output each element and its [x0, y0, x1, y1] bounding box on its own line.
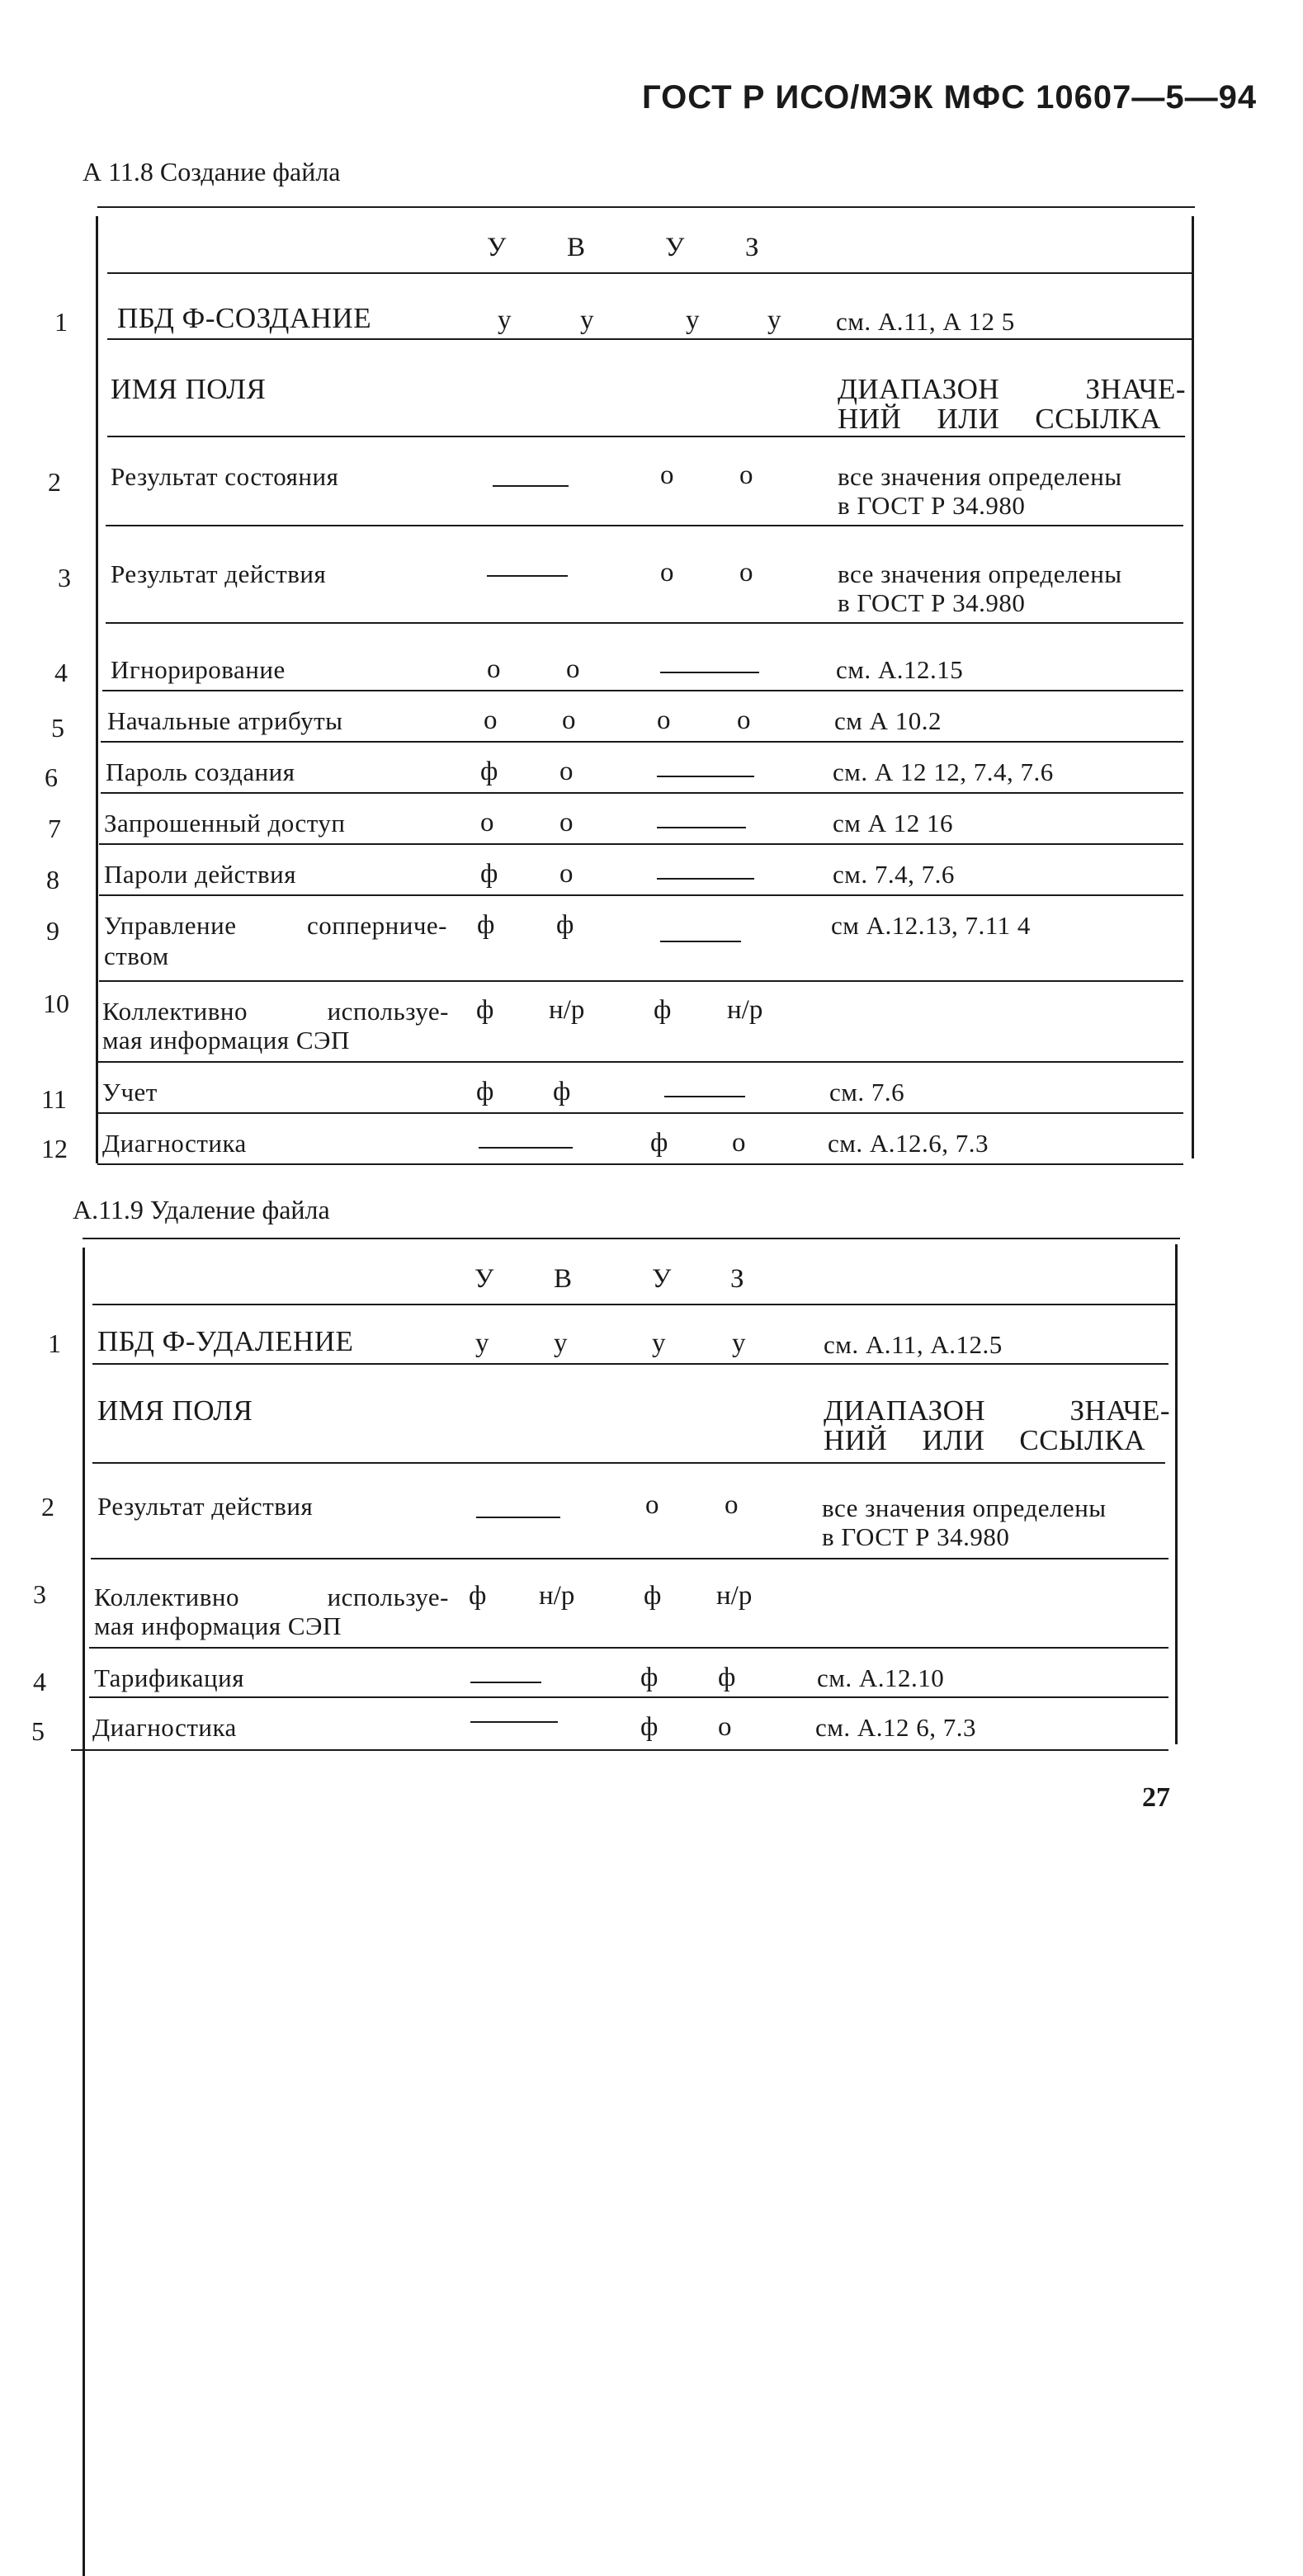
rule: [92, 1304, 1175, 1305]
cell-value: ф: [644, 1581, 662, 1611]
rule: [97, 1061, 1183, 1063]
cell-value: о: [559, 757, 574, 786]
rule: [99, 980, 1183, 982]
table-left-border: [83, 1248, 85, 2576]
cell-value: ф: [476, 1077, 494, 1106]
row-number: 3: [58, 563, 71, 592]
rule: [106, 525, 1183, 526]
not-applicable-dash: [660, 672, 759, 673]
cell-value: о: [484, 705, 498, 735]
col-heading-u1: У: [474, 1264, 494, 1294]
row-number: 11: [41, 1084, 67, 1114]
reference: см. 7.6: [829, 1078, 905, 1106]
field-label: Пароль создания: [106, 757, 295, 786]
page-number: 27: [1142, 1782, 1170, 1813]
cell-value: ф: [476, 995, 494, 1025]
cell-value: о: [657, 705, 671, 735]
rule: [71, 1749, 1168, 1751]
reference: см. 7.4, 7.6: [833, 860, 955, 889]
not-applicable-dash: [660, 941, 741, 942]
table-top-rule: [83, 1238, 1180, 1239]
rule: [97, 1163, 1183, 1165]
field-label: Тарификация: [94, 1663, 244, 1692]
rule: [101, 792, 1183, 794]
cell-value: о: [718, 1712, 732, 1742]
col-heading-v: В: [554, 1264, 573, 1294]
cell-value: о: [739, 460, 753, 490]
row-number: 7: [48, 814, 61, 843]
reference: см. А 12 12, 7.4, 7.6: [833, 757, 1054, 786]
row-number: 5: [51, 713, 64, 743]
field-label: Результат действия: [97, 1492, 314, 1521]
range-header-line2: НИЙ ИЛИ ССЫЛКА: [838, 403, 1161, 435]
rule: [99, 894, 1183, 896]
rule: [92, 1363, 1168, 1365]
row-number: 4: [54, 658, 68, 687]
field-label: Пароли действия: [104, 860, 296, 889]
reference: см А 10.2: [834, 706, 942, 735]
cell-value: у: [498, 305, 512, 335]
not-applicable-dash: [657, 827, 746, 828]
rule: [102, 690, 1183, 691]
pdu-reference: см. А.11, А.12.5: [824, 1330, 1003, 1359]
cell-value: ф: [640, 1712, 659, 1742]
rule: [107, 272, 1192, 274]
row-number: 2: [41, 1492, 54, 1522]
col-heading-z: З: [745, 233, 759, 262]
cell-value: о: [739, 558, 753, 587]
not-applicable-dash: [479, 1147, 573, 1149]
cell-value: у: [686, 305, 700, 335]
field-name-header: ИМЯ ПОЛЯ: [97, 1394, 253, 1427]
cell-value: о: [660, 558, 674, 587]
col-heading-u2: У: [652, 1264, 672, 1294]
reference-line1: все значения определены: [822, 1493, 1107, 1522]
field-label: Игнорирование: [111, 655, 286, 684]
cell-value: ф: [480, 859, 498, 889]
reference: см. А.12 6, 7.3: [815, 1713, 977, 1742]
pdu-name: ПБД Ф-СОЗДАНИЕ: [117, 302, 372, 334]
range-header-line1: ДИАПАЗОН ЗНАЧЕ-: [838, 373, 1186, 405]
row-number: 12: [41, 1134, 68, 1163]
not-applicable-dash: [657, 776, 754, 777]
cell-value: ф: [640, 1663, 659, 1692]
not-applicable-dash: [470, 1682, 541, 1683]
pdu-name: ПБД Ф-УДАЛЕНИЕ: [97, 1325, 354, 1357]
rule: [101, 741, 1183, 743]
cell-value: ф: [556, 910, 574, 940]
not-applicable-dash: [493, 485, 569, 487]
row-number: 1: [48, 1328, 61, 1358]
cell-value: у: [732, 1328, 746, 1358]
cell-value: ф: [480, 757, 498, 786]
cell-value: о: [487, 654, 501, 684]
reference: см А.12.13, 7.11 4: [831, 911, 1031, 940]
field-name-header: ИМЯ ПОЛЯ: [111, 373, 267, 405]
field-label: Диагностика: [92, 1713, 237, 1742]
rule: [97, 1112, 1183, 1114]
reference-line2: в ГОСТ Р 34.980: [822, 1522, 1010, 1551]
cell-value: о: [737, 705, 751, 735]
table-top-rule: [97, 206, 1195, 208]
rule: [91, 1558, 1168, 1559]
row-number: 4: [33, 1667, 46, 1696]
cell-value: ф: [469, 1581, 487, 1611]
cell-value: ф: [650, 1128, 668, 1158]
cell-value: у: [475, 1328, 489, 1358]
cell-value: ф: [718, 1663, 736, 1692]
field-label-line1: Коллективно используе-: [102, 997, 449, 1026]
cell-value: о: [725, 1490, 739, 1520]
cell-value: о: [566, 654, 580, 684]
cell-value: н/р: [539, 1581, 575, 1611]
cell-value: ф: [553, 1077, 571, 1106]
row-number: 1: [54, 307, 68, 337]
rule: [92, 1462, 1165, 1464]
field-label: Запрошенный доступ: [104, 809, 346, 837]
row-number: 10: [43, 988, 69, 1018]
field-label-line2: мая информация СЭП: [102, 1026, 350, 1054]
field-label: Результат состояния: [111, 462, 339, 491]
cell-value: у: [580, 305, 594, 335]
field-label-line2: ством: [104, 941, 169, 970]
field-label-line1: Коллективно используе-: [94, 1583, 449, 1611]
cell-value: о: [480, 808, 494, 837]
cell-value: о: [645, 1490, 659, 1520]
reference-line2: в ГОСТ Р 34.980: [838, 491, 1026, 520]
rule: [107, 338, 1192, 340]
field-label-line2: мая информация СЭП: [94, 1611, 342, 1640]
pdu-reference: см. А.11, А 12 5: [836, 307, 1015, 336]
cell-value: н/р: [727, 995, 763, 1025]
cell-value: у: [554, 1328, 568, 1358]
row-number: 3: [33, 1579, 46, 1609]
cell-value: н/р: [549, 995, 585, 1025]
not-applicable-dash: [664, 1096, 745, 1097]
rule: [106, 622, 1183, 624]
cell-value: н/р: [716, 1581, 753, 1611]
not-applicable-dash: [470, 1721, 558, 1723]
rule: [89, 1696, 1168, 1698]
row-number: 6: [45, 762, 58, 792]
cell-value: о: [559, 808, 574, 837]
reference-line2: в ГОСТ Р 34.980: [838, 588, 1026, 617]
reference: см. А.12.10: [817, 1663, 945, 1692]
standard-header: ГОСТ Р ИСО/МЭК МФС 10607—5—94: [642, 79, 1258, 116]
rule: [107, 436, 1185, 437]
section-title-file-create: А 11.8 Создание файла: [83, 157, 341, 186]
table-left-border: [96, 216, 98, 1163]
col-heading-v: В: [567, 233, 586, 262]
reference: см. А.12.15: [836, 655, 964, 684]
field-label-line1: Управление сопперниче-: [104, 911, 447, 940]
not-applicable-dash: [657, 878, 754, 880]
cell-value: у: [767, 305, 781, 335]
row-number: 5: [31, 1716, 45, 1746]
row-number: 2: [48, 467, 61, 497]
rule: [89, 1647, 1168, 1649]
field-label: Диагностика: [102, 1129, 247, 1158]
cell-value: о: [562, 705, 576, 735]
reference: см А 12 16: [833, 809, 954, 837]
field-label: Результат действия: [111, 559, 327, 588]
row-number: 8: [46, 865, 59, 894]
cell-value: о: [559, 859, 574, 889]
col-heading-u2: У: [665, 233, 685, 262]
reference-line1: все значения определены: [838, 559, 1122, 588]
table-right-border: [1192, 216, 1194, 1158]
section-title-file-delete: А.11.9 Удаление файла: [73, 1195, 330, 1224]
col-heading-u1: У: [487, 233, 507, 262]
col-heading-z: З: [730, 1264, 744, 1294]
field-label: Учет: [102, 1078, 158, 1106]
not-applicable-dash: [487, 575, 568, 577]
cell-value: о: [660, 460, 674, 490]
cell-value: ф: [477, 910, 495, 940]
cell-value: о: [732, 1128, 746, 1158]
rule: [99, 843, 1183, 845]
range-header-line2: НИЙ ИЛИ ССЫЛКА: [824, 1424, 1145, 1456]
not-applicable-dash: [476, 1517, 560, 1518]
reference: см. А.12.6, 7.3: [828, 1129, 989, 1158]
reference-line1: все значения определены: [838, 462, 1122, 491]
row-number: 9: [46, 916, 59, 946]
cell-value: у: [652, 1328, 666, 1358]
field-label: Начальные атрибуты: [107, 706, 343, 735]
range-header-line1: ДИАПАЗОН ЗНАЧЕ-: [824, 1394, 1170, 1427]
table-right-border: [1175, 1244, 1178, 1744]
cell-value: ф: [654, 995, 672, 1025]
